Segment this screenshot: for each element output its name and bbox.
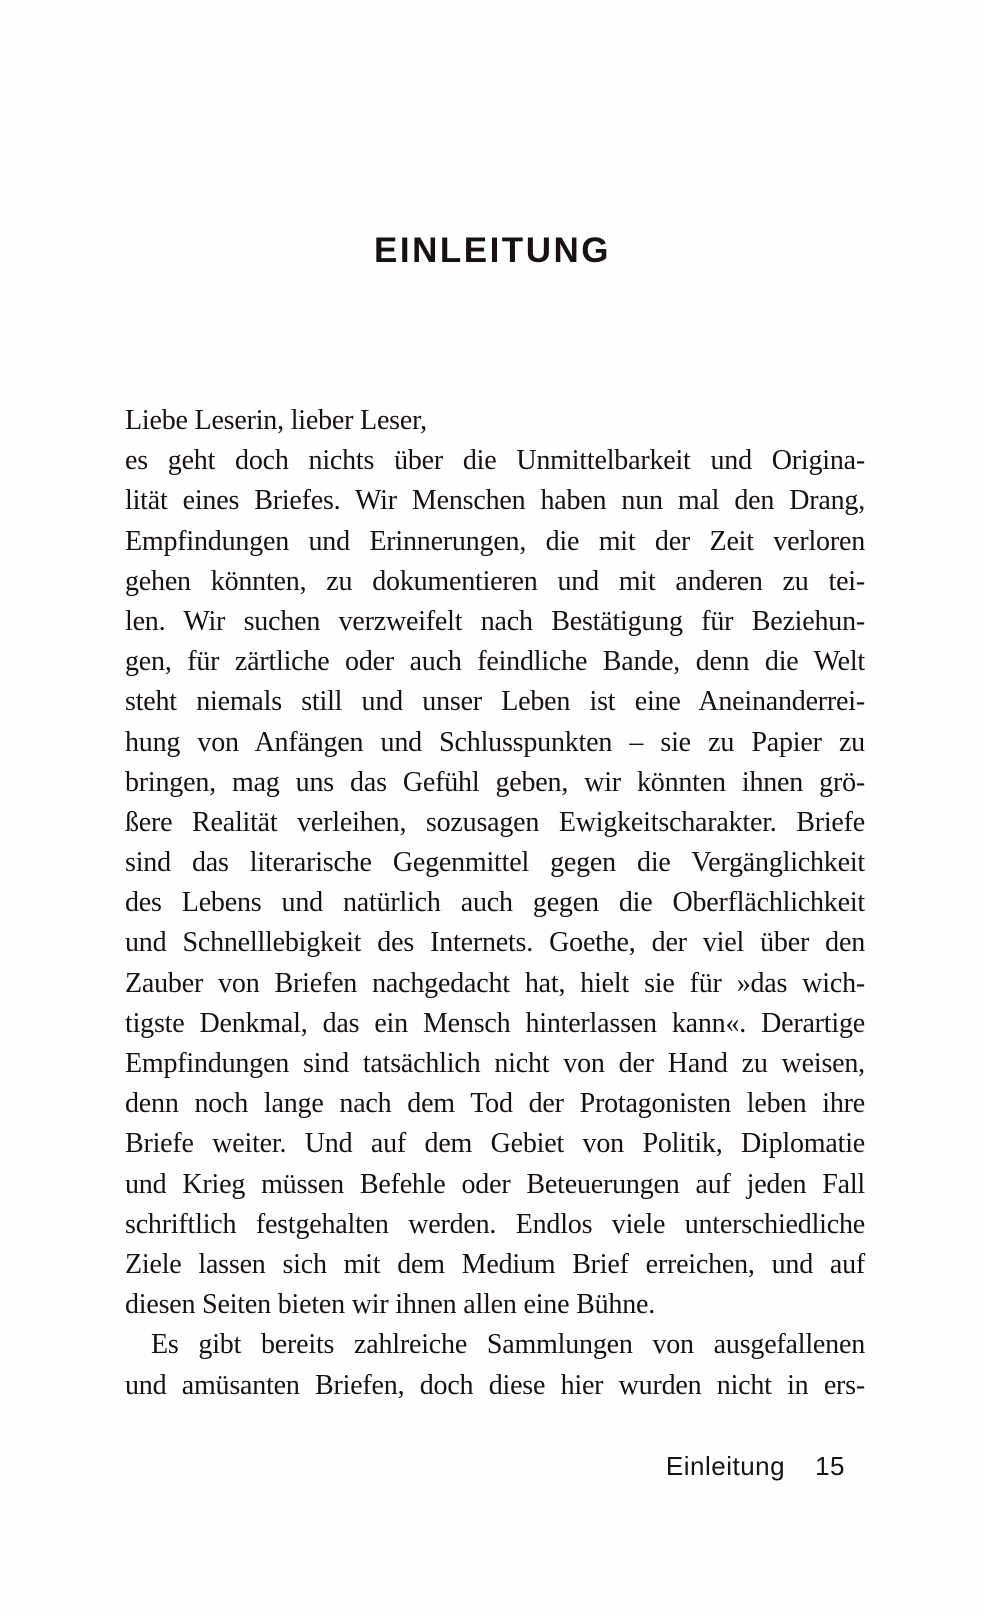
text-line: und amüsanten Briefen, doch diese hier wurden nicht in ers-: [125, 1369, 865, 1401]
text-line: und Schnelllebigkeit des Internets. Goethe, der viel über den: [125, 927, 865, 959]
text-line: gen, für zärtliche oder auch feindliche Bande, denn die Welt: [125, 646, 865, 678]
text-line: schriftlich festgehalten werden. Endlos viele unterschiedliche: [125, 1208, 865, 1240]
text-line: steht niemals still und unser Leben ist eine Aneinanderrei-: [125, 686, 865, 718]
text-line: Liebe Leserin, lieber Leser,: [125, 405, 427, 436]
text-line: des Lebens und natürlich auch gegen die Oberflächlichkeit: [125, 887, 865, 919]
text-line: len. Wir suchen verzweifelt nach Bestätigung für Beziehun-: [125, 605, 865, 637]
text-line: Empfindungen und Erinnerungen, die mit der Zeit verloren: [125, 525, 865, 557]
text-line: lität eines Briefes. Wir Menschen haben nun mal den Drang,: [125, 485, 865, 517]
text-line: es geht doch nichts über die Unmittelbarkeit und Origina-: [125, 445, 865, 477]
text-line: Es gibt bereits zahlreiche Sammlungen von ausgefallenen: [151, 1329, 865, 1361]
text-line: hung von Anfängen und Schlusspunkten – sie zu Papier zu: [125, 726, 865, 758]
text-line: diesen Seiten bieten wir ihnen allen eine Bühne.: [125, 1289, 656, 1321]
text-line: Zauber von Briefen nachgedacht hat, hielt sie für »das wich-: [125, 967, 865, 999]
text-line: Briefe weiter. Und auf dem Gebiet von Politik, Diplomatie: [125, 1128, 865, 1160]
text-line: denn noch lange nach dem Tod der Protagonisten leben ihre: [125, 1088, 865, 1120]
text-line: Ziele lassen sich mit dem Medium Brief erreichen, und auf: [125, 1248, 865, 1280]
text-line: sind das literarische Gegenmittel gegen die Vergänglichkeit: [125, 847, 865, 879]
text-line: ßere Realität verleihen, sozusagen Ewigkeitscharakter. Briefe: [125, 806, 865, 838]
text-line: gehen könnten, zu dokumentieren und mit anderen zu tei-: [125, 565, 865, 597]
body-text: [125, 401, 865, 1406]
text-line: und Krieg müssen Befehle oder Beteuerungen auf jeden Fall: [125, 1168, 865, 1200]
text-line: bringen, mag uns das Gefühl geben, wir könnten ihnen grö-: [125, 766, 865, 798]
footer-section-label: Einleitung: [665, 1451, 786, 1481]
footer-page-number: 15: [815, 1451, 845, 1481]
text-line: Empfindungen sind tatsächlich nicht von der Hand zu weisen,: [125, 1048, 865, 1079]
chapter-title: EINLEITUNG: [374, 231, 611, 270]
page-footer: [0, 1451, 845, 1482]
text-line: tigste Denkmal, das ein Mensch hinterlassen kann«. Derartige: [125, 1007, 865, 1039]
